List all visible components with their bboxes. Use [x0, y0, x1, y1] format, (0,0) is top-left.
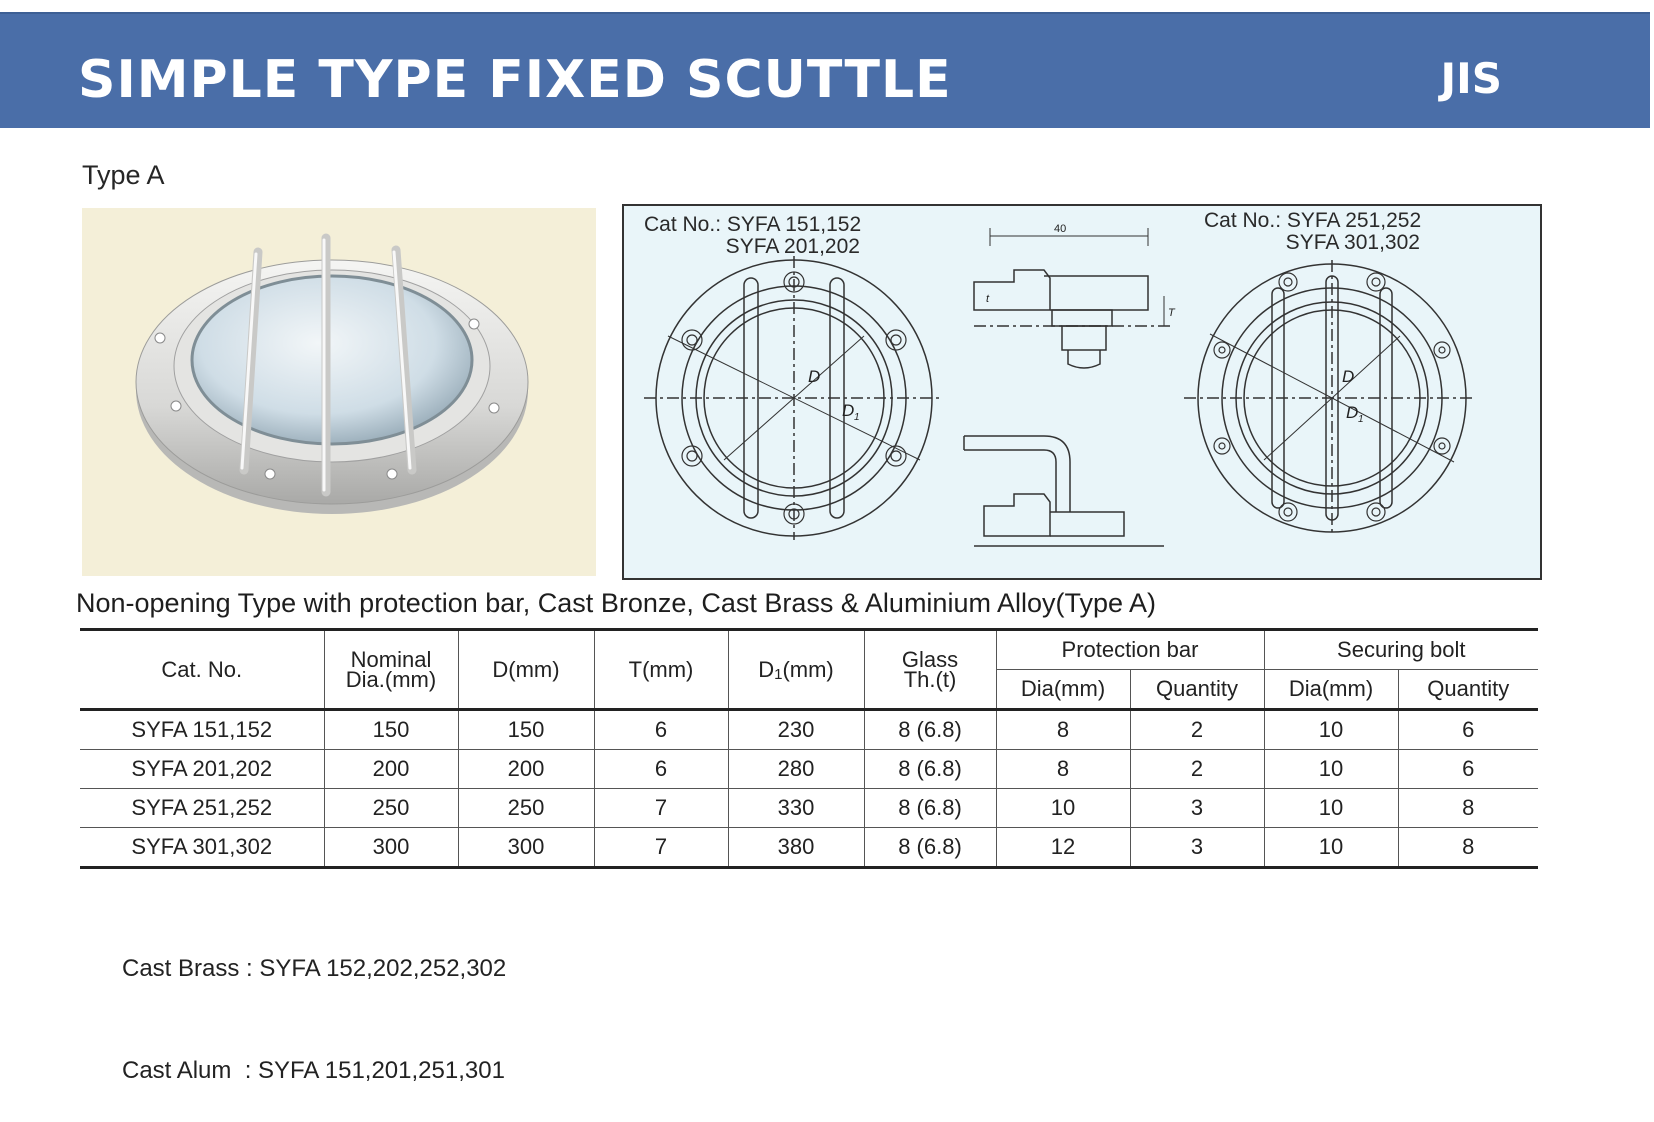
label-D1-right: D: [1346, 403, 1359, 422]
title-banner: [0, 12, 1650, 128]
product-photo: [82, 208, 596, 576]
cell-glass: 8 (6.8): [864, 828, 996, 868]
section-detail-bottom: [964, 436, 1164, 546]
right-flange-drawing: [1184, 260, 1474, 536]
cell-d1: 280: [728, 750, 864, 789]
type-label: Type A: [82, 160, 165, 190]
header-protection-bar: Protection bar: [996, 630, 1264, 670]
header-securing-bolt: Securing bolt: [1264, 630, 1538, 670]
cell-pb-dia: 8: [996, 710, 1130, 750]
cell-sb-dia: 10: [1264, 789, 1398, 828]
cell-pb-qty: 3: [1130, 789, 1264, 828]
header-nominal-line2: Dia.(mm): [345, 666, 437, 692]
header-d1-sub: 1: [774, 665, 783, 683]
cell-cat-no: SYFA 301,302: [80, 828, 324, 868]
cell-d1: 330: [728, 789, 864, 828]
cell-nominal: 200: [324, 750, 458, 789]
material-notes: [122, 884, 506, 1122]
table-row: [80, 710, 1538, 750]
cell-pb-qty: 3: [1130, 828, 1264, 868]
drawing-svg: [624, 206, 1540, 578]
label-D1-right-sub: 1: [1358, 414, 1364, 425]
left-drawing-catalog: Cat No.: SYFA 151,152 SYFA 201,202: [644, 213, 862, 258]
cell-sb-qty: 8: [1398, 789, 1538, 828]
cell-pb-dia: 8: [996, 750, 1130, 789]
header-nominal-line1: Nominal: [350, 646, 432, 672]
cell-sb-qty: 8: [1398, 828, 1538, 868]
header-nominal: [324, 630, 458, 710]
label-thickness-t: t: [986, 293, 990, 305]
cell-d: 150: [458, 710, 594, 750]
cell-glass: 8 (6.8): [864, 710, 996, 750]
cell-d1: 230: [728, 710, 864, 750]
cell-sb-dia: 10: [1264, 828, 1398, 868]
section-detail-top: [974, 228, 1174, 368]
right-drawing-catalog: Cat No.: SYFA 251,252 SYFA 301,302: [1204, 209, 1422, 254]
header-d: D(mm): [458, 630, 594, 710]
header-pb-dia: Dia(mm): [996, 670, 1130, 710]
cell-cat-no: SYFA 251,252: [80, 789, 324, 828]
cell-t: 6: [594, 750, 728, 789]
header-glass: [864, 630, 996, 710]
cell-d: 300: [458, 828, 594, 868]
header-cat-no: Cat. No.: [80, 630, 324, 710]
cell-sb-qty: 6: [1398, 710, 1538, 750]
cell-pb-dia: 10: [996, 789, 1130, 828]
cell-sb-dia: 10: [1264, 710, 1398, 750]
cell-glass: 8 (6.8): [864, 789, 996, 828]
cell-t: 7: [594, 789, 728, 828]
cell-glass: 8 (6.8): [864, 750, 996, 789]
cell-pb-qty: 2: [1130, 750, 1264, 789]
header-pb-qty: Quantity: [1130, 670, 1264, 710]
table-row: [80, 789, 1538, 828]
cell-nominal: 150: [324, 710, 458, 750]
note-cast-alum: Cast Alum : SYFA 151,201,251,301: [122, 1057, 505, 1084]
cell-cat-no: SYFA 151,152: [80, 710, 324, 750]
spec-table: [80, 628, 1538, 869]
header-d1-prefix: D: [758, 656, 775, 682]
label-thickness-T: T: [1168, 307, 1175, 319]
cell-cat-no: SYFA 201,202: [80, 750, 324, 789]
header-d1: [728, 630, 864, 710]
label-D1-left-sub: 1: [854, 412, 860, 423]
standard-label: JIS: [1440, 54, 1502, 103]
header-sb-dia: Dia(mm): [1264, 670, 1398, 710]
label-D-left: D: [808, 367, 821, 386]
cell-d1: 380: [728, 828, 864, 868]
header-t: T(mm): [594, 630, 728, 710]
cell-sb-qty: 6: [1398, 750, 1538, 789]
header-d1-suffix: (mm): [782, 656, 834, 682]
product-description: Non-opening Type with protection bar, Cast Bronze, Cast Brass & Aluminium Alloy(Type A): [76, 588, 1157, 618]
cell-nominal: 250: [324, 789, 458, 828]
label-D-right: D: [1342, 367, 1355, 386]
header-sb-qty: Quantity: [1398, 670, 1538, 710]
cell-pb-dia: 12: [996, 828, 1130, 868]
cell-t: 6: [594, 710, 728, 750]
dimension-40: 40: [1054, 223, 1067, 235]
technical-drawing: [622, 204, 1542, 580]
note-cast-brass: Cast Brass : SYFA 152,202,252,302: [122, 955, 507, 982]
table-row: [80, 750, 1538, 789]
cell-pb-qty: 2: [1130, 710, 1264, 750]
scuttle-photo-illustration: [82, 208, 596, 576]
cell-d: 200: [458, 750, 594, 789]
header-glass-line2: Th.(t): [903, 666, 957, 692]
table-row: [80, 828, 1538, 868]
cell-d: 250: [458, 789, 594, 828]
left-flange-drawing: [644, 256, 942, 540]
cell-nominal: 300: [324, 828, 458, 868]
page-title: SIMPLE TYPE FIXED SCUTTLE: [78, 50, 952, 110]
cell-t: 7: [594, 828, 728, 868]
label-D1-left: D: [842, 401, 855, 420]
cell-sb-dia: 10: [1264, 750, 1398, 789]
header-glass-line1: Glass: [901, 646, 959, 672]
